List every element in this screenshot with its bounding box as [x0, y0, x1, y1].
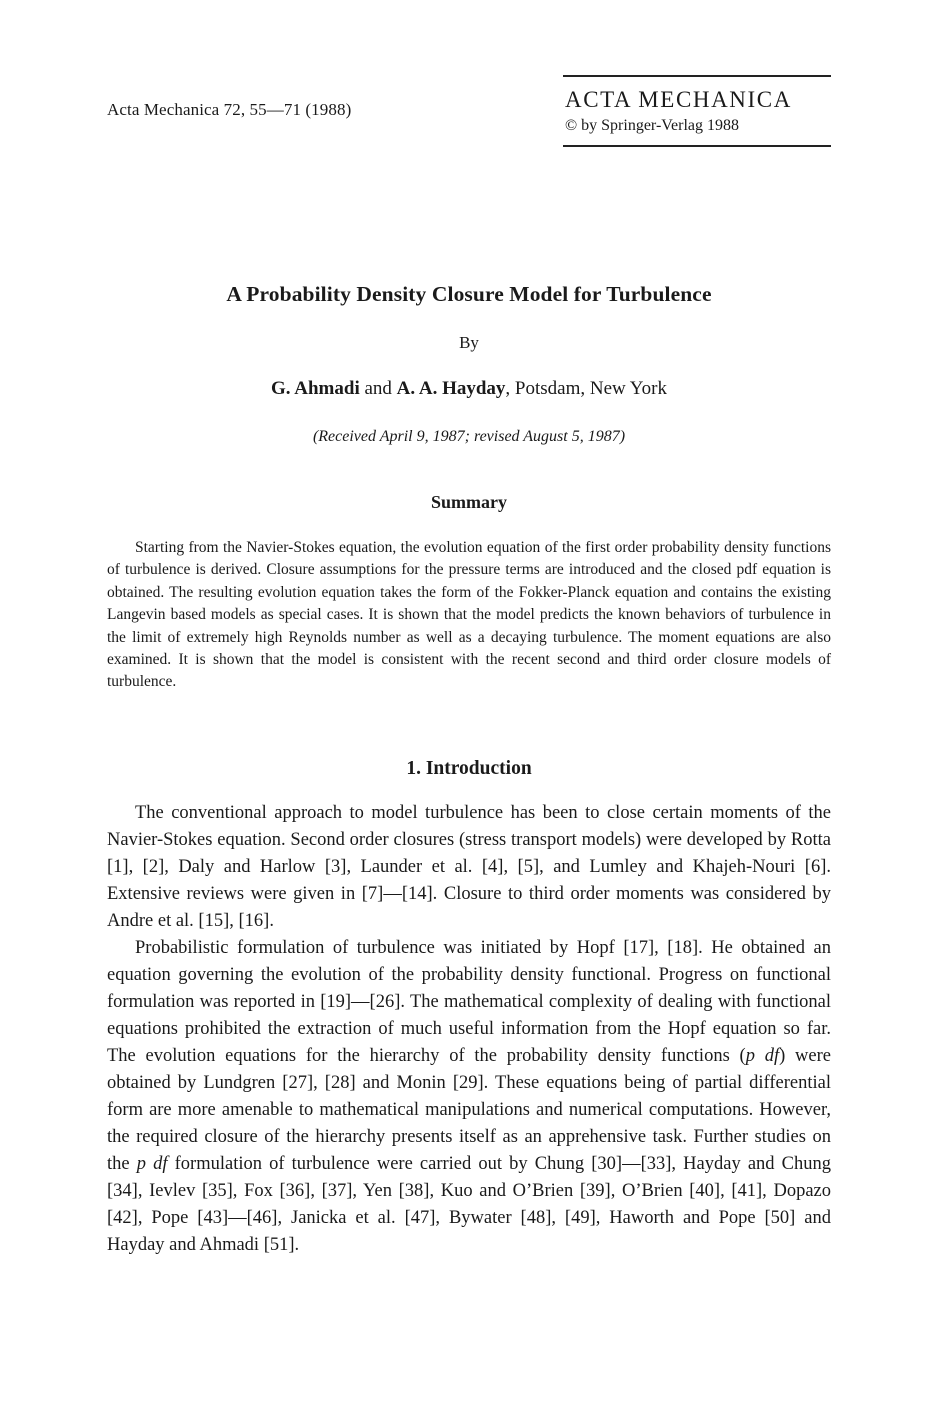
article-title: A Probability Density Closure Model for Turbulence — [226, 282, 712, 306]
summary-paragraph: Starting from the Navier-Stokes equation, the evolution equation of the first order probability density functions of turbulence is derived. Closure assumptions for the pressure terms are introduced and the closed pdf equation is obtained. The resulting evolution equation takes the form of the Fokker-Planck equation and contains the existing Langevin based models as special cases. It is shown that the model predicts the known behaviors of turbulence in the limit of extremely high Reynolds number as well as a decaying turbulence. The moment equations are also examined. It is shown that the model is consistent with the recent second and third order closure models of turbulence. — [107, 539, 831, 691]
pdf-term: p df — [745, 1046, 780, 1066]
introduction-heading: 1. Introduction — [406, 758, 532, 779]
author-conjunction: and — [359, 378, 397, 399]
author-line — [0, 378, 938, 400]
journal-masthead — [563, 75, 831, 147]
author-location: , Potsdam, New York — [505, 378, 667, 399]
journal-name: ACTA MECHANICA — [565, 87, 792, 112]
author-hayday: A. A. Hayday — [396, 378, 506, 399]
paragraph-2-part-b: ) were obtained by Lundgren [27], [28] and Monin [29]. These equations being of partial differential form are more amenable to mathematical manipulations and numerical computations. However, the required closure of the hierarchy presents itself as an apprehensive task. Further studies on the — [107, 1046, 832, 1174]
introduction-body — [107, 800, 831, 1259]
paragraph-2-part-c: formulation of turbulence were carried out by Chung [30]—[33], Hayday and Chung [34], Ievlev [35], Fox [36], [37], Yen [38], Kuo and O’Brien [39], O’Brien [40], [41], Dopazo [42], Pope [43]—[46], Janicka et al. [47], Bywater [48], [49], Haworth and Pope [50] and Hayday and Ahmadi [51]. — [107, 1154, 832, 1255]
journal-citation: Acta Mechanica 72, 55—71 (1988) — [107, 100, 352, 119]
copyright-line: © by Springer-Verlag 1988 — [565, 117, 740, 134]
paragraph-2-part-a: Probabilistic formulation of turbulence was initiated by Hopf [17], [18]. He obtained an equation governing the evolution of the probability density functional. Progress on functional formulation was reported in [19]—[26]. The mathematical complexity of dealing with functional equations prohibited the extraction of much useful information from the Hopf equation so far. The evolution equations for the hierarchy of the probability density functions ( — [107, 938, 831, 1066]
byline-by: By — [459, 333, 479, 352]
summary-heading: Summary — [431, 492, 507, 512]
received-dates: (Received April 9, 1987; revised August 5, 1987) — [312, 428, 626, 445]
introduction-paragraph-1: The conventional approach to model turbulence has been to close certain moments of the Navier-Stokes equation. Second order closures (stress transport models) were developed by Rotta [1], [2], Daly and Harlow [3], Launder et al. [4], [5], and Lumley and Khajeh-Nouri [6]. Extensive reviews were given in [7]—[14]. Closure to third order moments was considered by Andre et al. [15], [16]. — [107, 803, 831, 931]
introduction-paragraph-2 — [107, 935, 831, 1259]
pdf-term-2: p df — [136, 1154, 168, 1174]
author-ahmadi: G. Ahmadi — [271, 378, 360, 399]
